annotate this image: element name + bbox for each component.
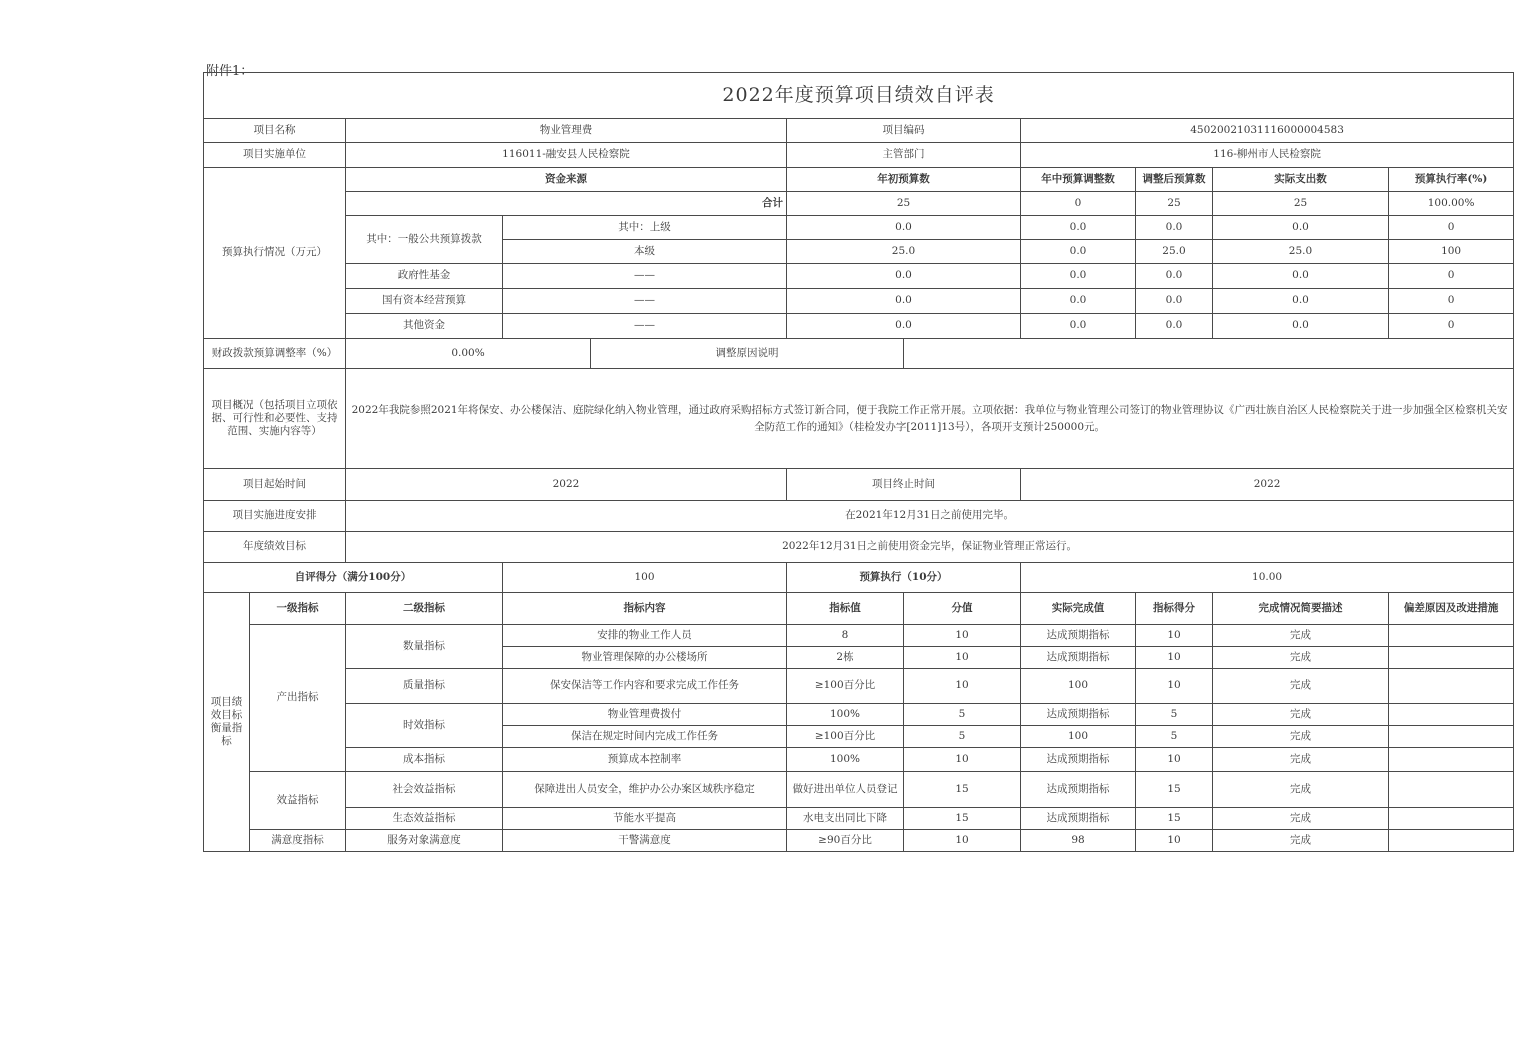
adjust-rate-label: 财政拨款预算调整率（%）: [204, 339, 346, 369]
budget-upper-rate: 0: [1389, 216, 1514, 240]
budget-total-adjusted: 25: [1136, 192, 1213, 216]
budget-other-rate: 0: [1389, 314, 1514, 339]
budget-other-midyear: 0.0: [1021, 314, 1136, 339]
overview-label: 项目概况（包括项目立项依据、可行性和必要性、支持范围、实施内容等）: [204, 369, 346, 469]
self-score-label: 自评得分（满分100分）: [204, 563, 503, 593]
ind-row-score: 10: [1136, 625, 1213, 647]
budget-local-adjusted: 25.0: [1136, 240, 1213, 264]
ind-row-content: 干警满意度: [503, 830, 787, 852]
ind-row-reason: [1389, 726, 1514, 748]
ind-row-weight: 15: [904, 808, 1021, 830]
ind-row-score: 10: [1136, 669, 1213, 704]
ind-row-weight: 10: [904, 748, 1021, 772]
ind-level2-quantity: 数量指标: [346, 625, 503, 669]
ind-row-reason: [1389, 830, 1514, 852]
ind-row-score: 10: [1136, 748, 1213, 772]
ind-row-weight: 10: [904, 625, 1021, 647]
budget-govfund-midyear: 0.0: [1021, 264, 1136, 289]
ind-row-target: 100%: [787, 748, 904, 772]
ind-row-reason: [1389, 704, 1514, 726]
budget-total-initial: 25: [787, 192, 1021, 216]
attachment-label: 附件1：: [206, 64, 254, 79]
ind-row-weight: 5: [904, 726, 1021, 748]
annual-goal-label: 年度绩效目标: [204, 532, 346, 563]
budget-upper-adjusted: 0.0: [1136, 216, 1213, 240]
ind-row-actual: 达成预期指标: [1021, 772, 1136, 808]
budget-other-actual: 0.0: [1213, 314, 1389, 339]
ind-row-reason: [1389, 748, 1514, 772]
project-name-label: 项目名称: [204, 119, 346, 143]
project-dept-label: 主管部门: [787, 143, 1021, 168]
ind-header-level1: 一级指标: [250, 593, 346, 625]
ind-row-desc: 完成: [1213, 830, 1389, 852]
budget-local-initial: 25.0: [787, 240, 1021, 264]
ind-level2-cost: 成本指标: [346, 748, 503, 772]
ind-row-desc: 完成: [1213, 808, 1389, 830]
budget-govfund-initial: 0.0: [787, 264, 1021, 289]
ind-header-reason: 偏差原因及改进措施: [1389, 593, 1514, 625]
ind-row-actual: 达成预期指标: [1021, 808, 1136, 830]
budget-total-midyear: 0: [1021, 192, 1136, 216]
budget-local-midyear: 0.0: [1021, 240, 1136, 264]
ind-row-reason: [1389, 669, 1514, 704]
exec-score-value: 10.00: [1021, 563, 1514, 593]
budget-header-source: 资金来源: [346, 168, 787, 192]
budget-statecapital-actual: 0.0: [1213, 289, 1389, 314]
ind-row-target: 2栋: [787, 647, 904, 669]
ind-row-content: 节能水平提高: [503, 808, 787, 830]
period-end: 2022: [1021, 469, 1514, 501]
overview-text: 2022年我院参照2021年将保安、办公楼保洁、庭院绿化纳入物业管理，通过政府采购招标方式签订新合同，便于我院工作正常开展。立项依据：我单位与物业管理公司签订的物业管理协议《广西壮族自治区人民检察院关于进一步加强全区检察机关安全防范工作的通知》（桂检发办字[2011]13号），各项开支预计250000元。: [346, 369, 1514, 469]
schedule-label: 项目实施进度安排: [204, 501, 346, 532]
ind-row-score: 5: [1136, 726, 1213, 748]
budget-header-midyear: 年中预算调整数: [1021, 168, 1136, 192]
budget-statecapital-initial: 0.0: [787, 289, 1021, 314]
budget-upper-initial: 0.0: [787, 216, 1021, 240]
ind-row-weight: 10: [904, 647, 1021, 669]
budget-header-actual: 实际支出数: [1213, 168, 1389, 192]
project-dept: 116-柳州市人民检察院: [1021, 143, 1514, 168]
ind-level2-eco: 生态效益指标: [346, 808, 503, 830]
budget-govfund-dash: ——: [503, 264, 787, 289]
ind-row-weight: 10: [904, 669, 1021, 704]
project-name: 物业管理费: [346, 119, 787, 143]
budget-total-label: 合计: [346, 192, 787, 216]
budget-statecapital-midyear: 0.0: [1021, 289, 1136, 314]
budget-other-initial: 0.0: [787, 314, 1021, 339]
ind-row-desc: 完成: [1213, 704, 1389, 726]
project-unit: 116011-融安县人民检察院: [346, 143, 787, 168]
project-code: 45020021031116000004583: [1021, 119, 1514, 143]
ind-row-weight: 10: [904, 830, 1021, 852]
adjust-rate: 0.00%: [346, 339, 591, 369]
budget-other-dash: ——: [503, 314, 787, 339]
ind-row-target: ≥90百分比: [787, 830, 904, 852]
budget-govfund-actual: 0.0: [1213, 264, 1389, 289]
budget-local-actual: 25.0: [1213, 240, 1389, 264]
ind-row-target: 水电支出同比下降: [787, 808, 904, 830]
ind-row-content: 保障进出人员安全，维护办公办案区域秩序稳定: [503, 772, 787, 808]
indicators-section-label: 项目绩效目标衡量指标: [204, 593, 250, 852]
ind-row-actual: 达成预期指标: [1021, 625, 1136, 647]
ind-row-score: 15: [1136, 772, 1213, 808]
adjust-reason: [904, 339, 1514, 369]
ind-row-score: 10: [1136, 647, 1213, 669]
ind-row-target: 做好进出单位人员登记: [787, 772, 904, 808]
ind-row-actual: 达成预期指标: [1021, 748, 1136, 772]
project-code-label: 项目编码: [787, 119, 1021, 143]
ind-row-weight: 15: [904, 772, 1021, 808]
budget-upper-midyear: 0.0: [1021, 216, 1136, 240]
project-unit-label: 项目实施单位: [204, 143, 346, 168]
budget-total-actual: 25: [1213, 192, 1389, 216]
ind-level2-quality: 质量指标: [346, 669, 503, 704]
ind-row-desc: 完成: [1213, 726, 1389, 748]
ind-header-weight: 分值: [904, 593, 1021, 625]
ind-row-reason: [1389, 772, 1514, 808]
ind-row-reason: [1389, 647, 1514, 669]
budget-govfund-adjusted: 0.0: [1136, 264, 1213, 289]
ind-row-reason: [1389, 625, 1514, 647]
ind-row-desc: 完成: [1213, 625, 1389, 647]
ind-row-actual: 100: [1021, 726, 1136, 748]
budget-statecapital-rate: 0: [1389, 289, 1514, 314]
ind-row-target: 100%: [787, 704, 904, 726]
budget-section-label: 预算执行情况（万元）: [204, 168, 346, 339]
budget-govfund-label: 政府性基金: [346, 264, 503, 289]
ind-row-actual: 达成预期指标: [1021, 704, 1136, 726]
ind-header-actual: 实际完成值: [1021, 593, 1136, 625]
budget-other-label: 其他资金: [346, 314, 503, 339]
ind-row-target: 8: [787, 625, 904, 647]
budget-total-rate: 100.00%: [1389, 192, 1514, 216]
ind-row-content: 物业管理费拨付: [503, 704, 787, 726]
ind-level2-timeliness: 时效指标: [346, 704, 503, 748]
budget-statecapital-label: 国有资本经营预算: [346, 289, 503, 314]
budget-general-label: 其中：一般公共预算拨款: [346, 216, 503, 264]
budget-upper-label: 其中：上级: [503, 216, 787, 240]
budget-govfund-rate: 0: [1389, 264, 1514, 289]
ind-row-score: 10: [1136, 830, 1213, 852]
ind-header-score: 指标得分: [1136, 593, 1213, 625]
exec-score-label: 预算执行（10分）: [787, 563, 1021, 593]
budget-header-adjusted: 调整后预算数: [1136, 168, 1213, 192]
budget-upper-actual: 0.0: [1213, 216, 1389, 240]
annual-goal-text: 2022年12月31日之前使用资金完毕，保证物业管理正常运行。: [346, 532, 1514, 563]
ind-row-content: 物业管理保障的办公楼场所: [503, 647, 787, 669]
ind-row-content: 保洁在规定时间内完成工作任务: [503, 726, 787, 748]
budget-local-label: 本级: [503, 240, 787, 264]
period-start: 2022: [346, 469, 787, 501]
budget-header-rate: 预算执行率(%): [1389, 168, 1514, 192]
ind-row-desc: 完成: [1213, 772, 1389, 808]
ind-level2-service: 服务对象满意度: [346, 830, 503, 852]
ind-level1-satisfaction: 满意度指标: [250, 830, 346, 852]
budget-statecapital-dash: ——: [503, 289, 787, 314]
ind-row-score: 15: [1136, 808, 1213, 830]
ind-row-desc: 完成: [1213, 669, 1389, 704]
ind-level1-output: 产出指标: [250, 625, 346, 772]
ind-row-content: 保安保洁等工作内容和要求完成工作任务: [503, 669, 787, 704]
ind-row-content: 安排的物业工作人员: [503, 625, 787, 647]
ind-level2-social: 社会效益指标: [346, 772, 503, 808]
ind-row-desc: 完成: [1213, 647, 1389, 669]
self-score-value: 100: [503, 563, 787, 593]
adjust-reason-label: 调整原因说明: [591, 339, 904, 369]
ind-row-target: ≥100百分比: [787, 726, 904, 748]
ind-header-desc: 完成情况简要描述: [1213, 593, 1389, 625]
ind-header-target: 指标值: [787, 593, 904, 625]
budget-statecapital-adjusted: 0.0: [1136, 289, 1213, 314]
page-title: 2022年度预算项目绩效自评表: [204, 73, 1514, 119]
ind-row-weight: 5: [904, 704, 1021, 726]
ind-row-actual: 100: [1021, 669, 1136, 704]
schedule-text: 在2021年12月31日之前使用完毕。: [346, 501, 1514, 532]
budget-header-initial: 年初预算数: [787, 168, 1021, 192]
ind-row-actual: 98: [1021, 830, 1136, 852]
ind-level1-benefit: 效益指标: [250, 772, 346, 830]
budget-local-rate: 100: [1389, 240, 1514, 264]
performance-table: [203, 72, 1514, 852]
ind-header-level2: 二级指标: [346, 593, 503, 625]
ind-row-desc: 完成: [1213, 748, 1389, 772]
ind-row-score: 5: [1136, 704, 1213, 726]
ind-header-content: 指标内容: [503, 593, 787, 625]
period-end-label: 项目终止时间: [787, 469, 1021, 501]
ind-row-target: ≥100百分比: [787, 669, 904, 704]
ind-row-content: 预算成本控制率: [503, 748, 787, 772]
ind-row-actual: 达成预期指标: [1021, 647, 1136, 669]
budget-other-adjusted: 0.0: [1136, 314, 1213, 339]
ind-row-reason: [1389, 808, 1514, 830]
period-start-label: 项目起始时间: [204, 469, 346, 501]
